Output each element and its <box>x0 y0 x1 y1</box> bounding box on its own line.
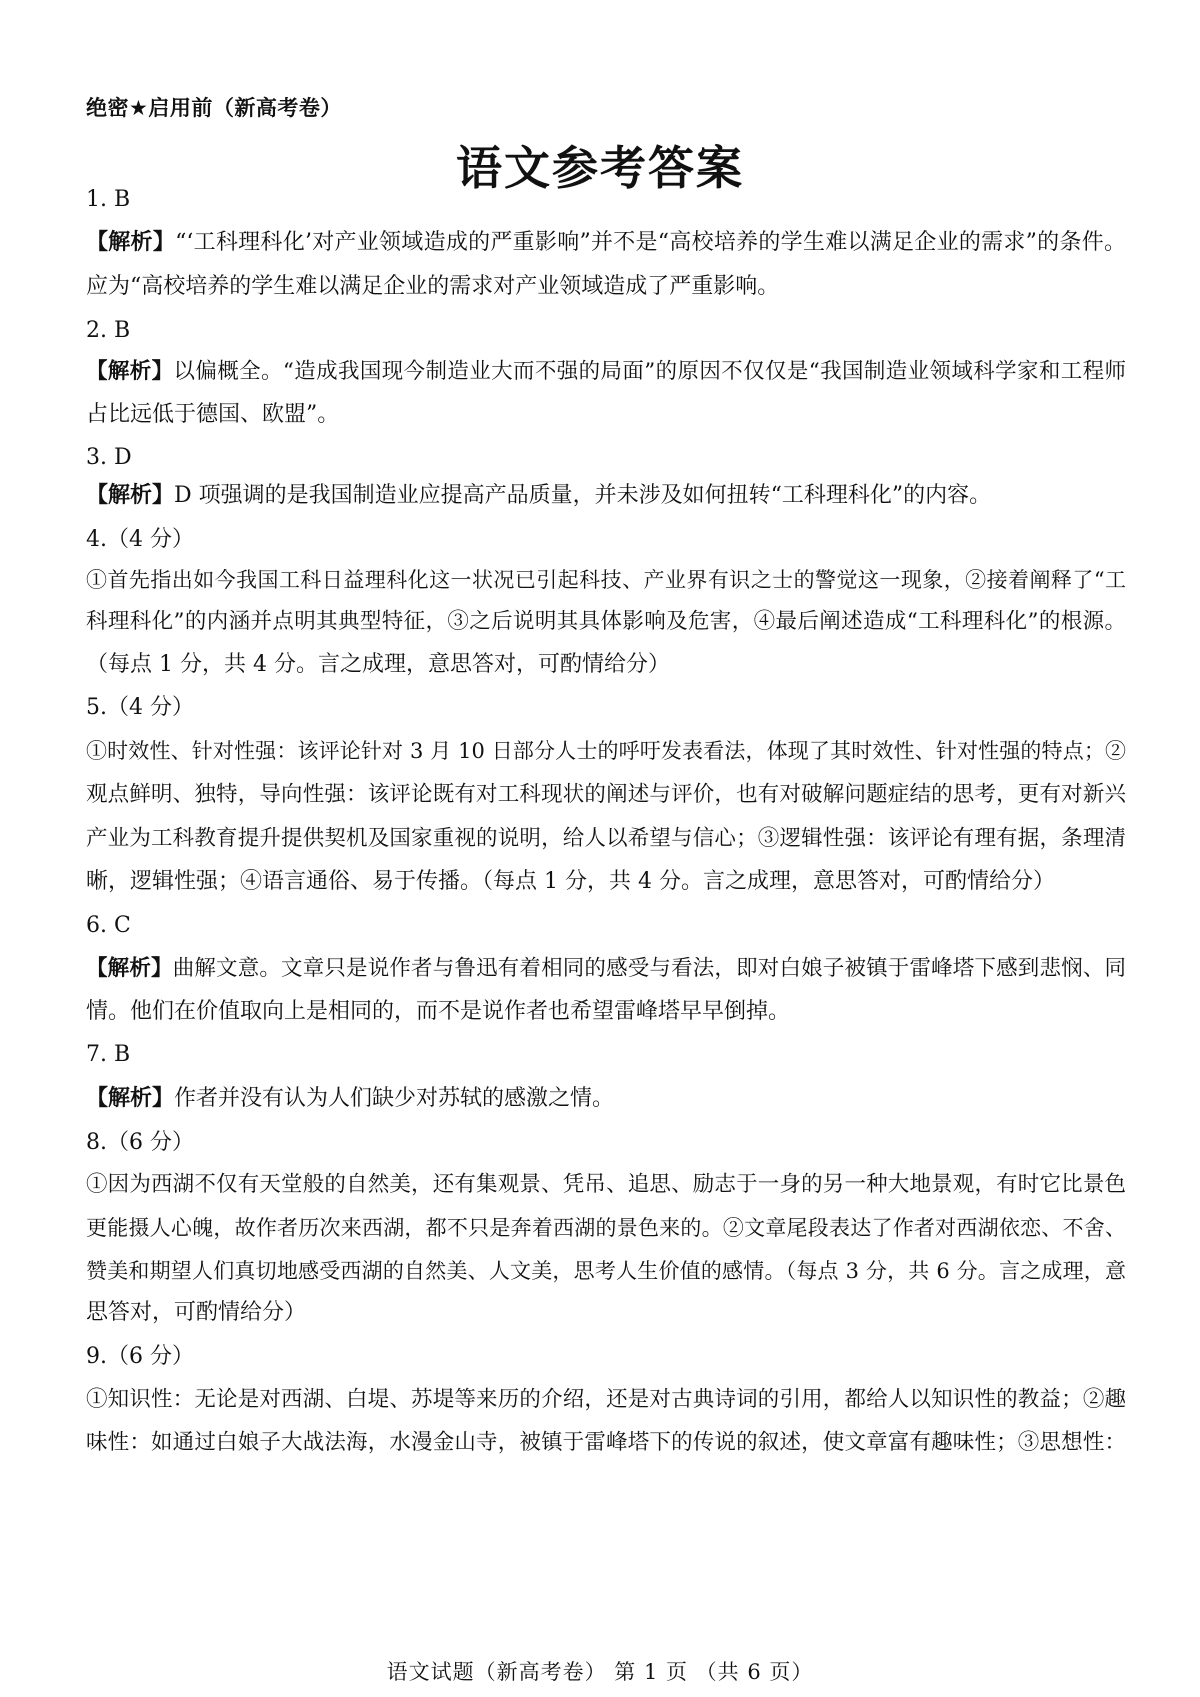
answer-1-analysis-line <box>86 228 1126 258</box>
answer-6-analysis-line <box>86 954 1126 984</box>
analysis-tag: 【解析】 <box>86 359 174 384</box>
page-title: 语文参考答案 <box>456 141 744 195</box>
answer-6-number: 6. C <box>86 913 131 938</box>
answer-1-text-2: 应为“高校培养的学生难以满足企业的需求对产业领域造成了严重影响。 <box>86 274 780 299</box>
answer-4-number: 4.（4 分） <box>86 527 194 552</box>
answer-4-text-2: 科理科化”的内涵并点明其典型特征，③之后说明其具体影响及危害，④最后阐述造成“工科理科化”的根源。 <box>86 609 1126 634</box>
answer-1-text-1: “‘工科理科化’对产业领域造成的严重影响”并不是“高校培养的学生难以满足企业的需求”的条件。 <box>175 230 1126 255</box>
answer-3-number: 3. D <box>86 445 132 470</box>
answer-9-number: 9.（6 分） <box>86 1344 194 1369</box>
answer-2-text-1: 以偏概全。“造成我国现今制造业大而不强的局面”的原因不仅仅是“我国制造业领域科学家和工程师 <box>173 359 1126 384</box>
confidential-header: 绝密★启用前（新高考卷） <box>86 96 342 120</box>
analysis-tag: 【解析】 <box>86 956 173 981</box>
answer-5-text-4: 晰，逻辑性强；④语言通俗、易于传播。（每点 1 分，共 4 分。言之成理，意思答对，可酌情给分） <box>86 869 1055 894</box>
answer-2-text-2: 占比远低于德国、欧盟”。 <box>86 402 340 427</box>
answer-5-number: 5.（4 分） <box>86 695 194 720</box>
answer-5-text-3: 产业为工科教育提升提供契机及国家重视的说明，给人以希望与信心；③逻辑性强：该评论有理有据，条理清 <box>86 826 1126 851</box>
answer-2-number: 2. B <box>86 318 131 343</box>
answer-7-analysis-line <box>86 1084 1126 1114</box>
answer-9-text-1: ①知识性：无论是对西湖、白堤、苏堤等来历的介绍，还是对古典诗词的引用，都给人以知识性的教益；②趣 <box>86 1387 1126 1412</box>
answer-6-text-2: 情。他们在价值取向上是相同的，而不是说作者也希望雷峰塔早早倒掉。 <box>86 999 791 1024</box>
answer-6-text-1: 曲解文意。文章只是说作者与鲁迅有着相同的感受与看法，即对白娘子被镇于雷峰塔下感到悲悯、同 <box>172 956 1126 981</box>
answer-2-analysis-line <box>86 357 1126 387</box>
answer-9-text-2: 味性：如通过白娘子大战法海，水漫金山寺，被镇于雷峰塔下的传说的叙述，使文章富有趣味性；③思想性： <box>86 1430 1126 1455</box>
analysis-tag: 【解析】 <box>86 1086 175 1111</box>
answer-3-text-1: D 项强调的是我国制造业应提高产品质量，并未涉及如何扭转“工科理科化”的内容。 <box>174 483 992 508</box>
answer-7-text-1: 作者并没有认为人们缺少对苏轼的感激之情。 <box>174 1086 615 1111</box>
answer-5-text-2: 观点鲜明、独特，导向性强：该评论既有对工科现状的阐述与评价，也有对破解问题症结的思考，更有对新兴 <box>86 782 1126 807</box>
answer-8-text-1: ①因为西湖不仅有天堂般的自然美，还有集观景、凭吊、追思、励志于一身的另一种大地景观，有时它比景色 <box>86 1172 1126 1197</box>
analysis-tag: 【解析】 <box>86 483 175 508</box>
answer-5-text-1: ①时效性、针对性强：该评论针对 3 月 10 日部分人士的呼吁发表看法，体现了其时效性、针对性强的特点；② <box>86 739 1126 763</box>
answer-1-number: 1. B <box>86 187 131 212</box>
analysis-tag: 【解析】 <box>86 230 176 255</box>
answer-8-text-3: 赞美和期望人们真切地感受西湖的自然美、人文美，思考人生价值的感情。（每点 3 分，共 6 分。言之成理，意 <box>86 1259 1126 1283</box>
answer-8-number: 8.（6 分） <box>86 1130 194 1155</box>
answer-4-text-1: ①首先指出如今我国工科日益理科化这一状况已引起科技、产业界有识之士的警觉这一现象，②接着阐释了“工 <box>86 568 1126 592</box>
answer-4-text-3: （每点 1 分，共 4 分。言之成理，意思答对，可酌情给分） <box>86 652 670 677</box>
page-footer: 语文试题（新高考卷） 第 1 页 （共 6 页） <box>386 1660 814 1684</box>
answer-3-analysis-line <box>86 481 1126 511</box>
answer-7-number: 7. B <box>86 1042 131 1067</box>
answer-8-text-4: 思答对，可酌情给分） <box>86 1300 307 1325</box>
answer-8-text-2: 更能摄人心魄，故作者历次来西湖，都不只是奔着西湖的景色来的。②文章尾段表达了作者对西湖依恋、不舍、 <box>86 1216 1126 1240</box>
